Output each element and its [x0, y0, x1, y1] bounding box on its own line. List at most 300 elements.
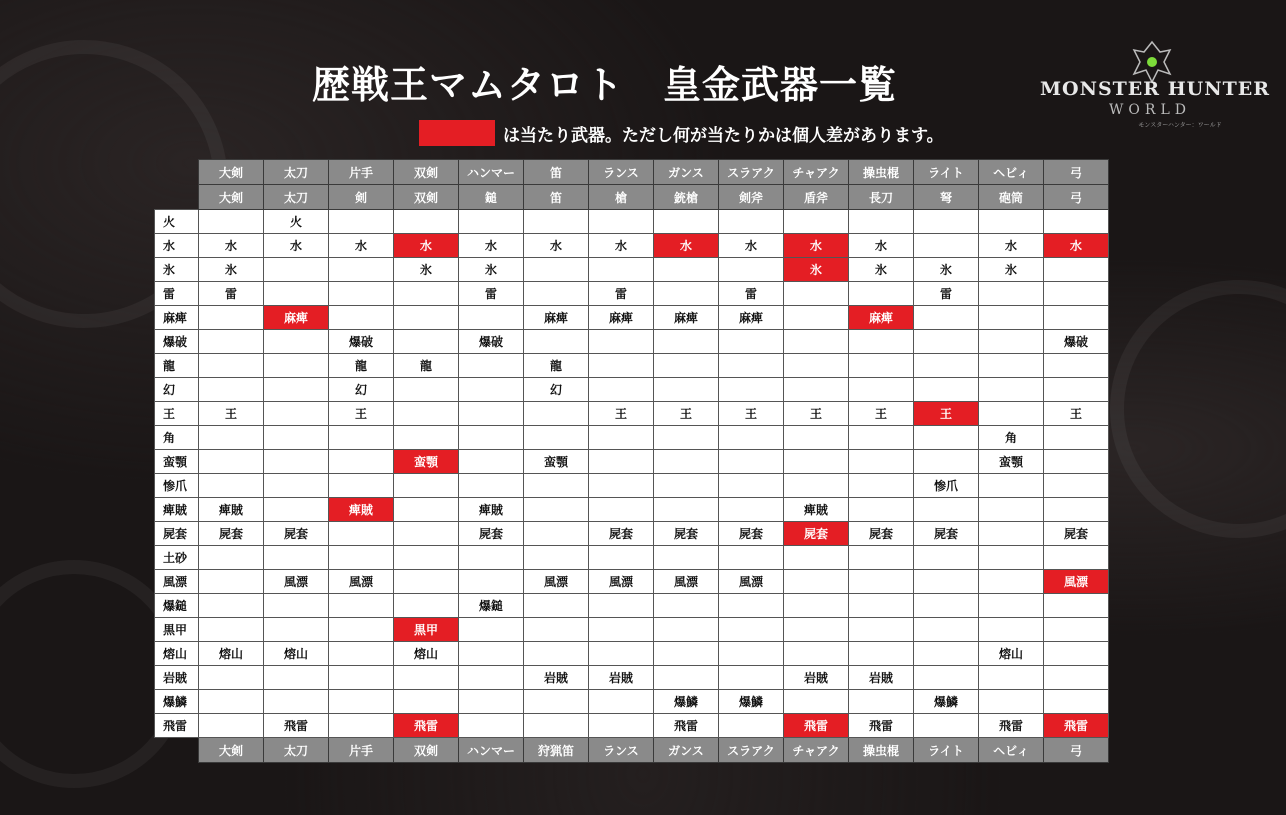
table-cell	[1044, 426, 1109, 450]
table-cell	[784, 474, 849, 498]
column-header: 太刀	[264, 738, 329, 763]
row-label: 麻痺	[155, 306, 199, 330]
table-cell	[914, 378, 979, 402]
table-cell	[589, 258, 654, 282]
table-cell	[394, 210, 459, 234]
table-cell: 幻	[524, 378, 589, 402]
table-cell	[589, 594, 654, 618]
table-cell: 雷	[199, 282, 264, 306]
table-cell	[719, 714, 784, 738]
table-cell: 蛮顎	[524, 450, 589, 474]
table-cell	[979, 282, 1044, 306]
column-header: チャアク	[784, 160, 849, 185]
table-cell	[914, 570, 979, 594]
table-row	[155, 714, 1109, 738]
table-cell	[459, 666, 524, 690]
table-cell	[589, 378, 654, 402]
table-cell	[784, 330, 849, 354]
table-row	[155, 450, 1109, 474]
table-cell	[1044, 642, 1109, 666]
column-header: 笛	[524, 160, 589, 185]
table-cell	[329, 522, 394, 546]
table-cell	[1044, 354, 1109, 378]
column-header: 盾斧	[784, 185, 849, 210]
table-cell: 飛雷	[654, 714, 719, 738]
table-cell	[914, 210, 979, 234]
table-cell	[459, 426, 524, 450]
table-row	[155, 282, 1109, 306]
table-cell	[784, 570, 849, 594]
table-cell	[1044, 210, 1109, 234]
table-cell: 水	[719, 234, 784, 258]
table-cell	[979, 378, 1044, 402]
row-label: 風漂	[155, 570, 199, 594]
table-cell: 熔山	[199, 642, 264, 666]
table-cell	[849, 330, 914, 354]
table-cell	[589, 642, 654, 666]
table-cell	[1044, 618, 1109, 642]
table-cell: 氷	[459, 258, 524, 282]
table-cell	[394, 570, 459, 594]
table-cell	[199, 378, 264, 402]
table-cell	[849, 618, 914, 642]
table-cell-hit: 飛雷	[1044, 714, 1109, 738]
table-cell	[654, 450, 719, 474]
table-cell: 麻痺	[654, 306, 719, 330]
row-label: 氷	[155, 258, 199, 282]
table-cell	[524, 282, 589, 306]
table-cell	[979, 474, 1044, 498]
table-cell	[524, 594, 589, 618]
table-cell: 屍套	[849, 522, 914, 546]
table-cell: 王	[784, 402, 849, 426]
table-cell	[654, 330, 719, 354]
table-cell: 幻	[329, 378, 394, 402]
table-cell: 屍套	[1044, 522, 1109, 546]
table-cell	[459, 378, 524, 402]
table-cell: 風漂	[329, 570, 394, 594]
row-label: 雷	[155, 282, 199, 306]
table-cell	[199, 618, 264, 642]
column-header: 剣斧	[719, 185, 784, 210]
legend-hit-swatch	[419, 120, 495, 146]
column-header: 砲筒	[979, 185, 1044, 210]
table-cell	[329, 474, 394, 498]
table-cell: 飛雷	[264, 714, 329, 738]
table-cell-hit: 水	[654, 234, 719, 258]
row-label: 熔山	[155, 642, 199, 666]
table-cell-hit: 麻痺	[849, 306, 914, 330]
table-cell: 爆破	[329, 330, 394, 354]
monster-hunter-world-logo	[1040, 40, 1270, 130]
table-cell	[849, 282, 914, 306]
table-row	[155, 666, 1109, 690]
table-cell	[719, 666, 784, 690]
table-cell	[264, 594, 329, 618]
table-cell	[329, 306, 394, 330]
table-row	[155, 378, 1109, 402]
table-cell	[719, 546, 784, 570]
table-cell	[329, 618, 394, 642]
table-cell	[784, 546, 849, 570]
table-cell: 爆鱗	[914, 690, 979, 714]
table-cell	[394, 282, 459, 306]
table-cell: 飛雷	[979, 714, 1044, 738]
table-cell	[264, 426, 329, 450]
table-cell	[979, 666, 1044, 690]
table-cell: 水	[589, 234, 654, 258]
table-cell	[719, 594, 784, 618]
logo-kana-text: モンスターハンター：ワールド	[1138, 122, 1222, 129]
table-cell	[719, 498, 784, 522]
table-cell-hit: 水	[394, 234, 459, 258]
row-label: 屍套	[155, 522, 199, 546]
table-cell	[459, 450, 524, 474]
table-cell	[914, 234, 979, 258]
table-cell	[719, 330, 784, 354]
column-header: 操虫棍	[849, 738, 914, 763]
table-cell	[264, 498, 329, 522]
row-label: 王	[155, 402, 199, 426]
table-cell	[784, 618, 849, 642]
header-row-weapon	[155, 160, 1109, 185]
table-cell	[719, 378, 784, 402]
column-header: ガンス	[654, 160, 719, 185]
table-cell	[459, 714, 524, 738]
column-header: 片手	[329, 738, 394, 763]
table-cell	[654, 474, 719, 498]
table-cell: 爆鱗	[654, 690, 719, 714]
table-cell	[524, 330, 589, 354]
table-cell	[719, 474, 784, 498]
column-header: スラアク	[719, 738, 784, 763]
table-cell-hit: 蛮顎	[394, 450, 459, 474]
table-cell: 龍	[329, 354, 394, 378]
table-cell	[719, 354, 784, 378]
table-cell	[329, 282, 394, 306]
table-cell	[654, 258, 719, 282]
table-cell-hit: 黒甲	[394, 618, 459, 642]
table-cell-hit: 風漂	[1044, 570, 1109, 594]
column-header: スラアク	[719, 160, 784, 185]
table-cell	[199, 330, 264, 354]
row-label: 龍	[155, 354, 199, 378]
table-cell	[329, 642, 394, 666]
table-cell: 王	[589, 402, 654, 426]
table-cell: 岩賊	[589, 666, 654, 690]
table-cell	[394, 330, 459, 354]
table-cell	[914, 714, 979, 738]
table-cell	[784, 450, 849, 474]
table-cell: 屍套	[264, 522, 329, 546]
table-cell	[849, 642, 914, 666]
table-cell	[849, 546, 914, 570]
table-cell: 屍套	[459, 522, 524, 546]
table-cell	[394, 498, 459, 522]
table-cell: 熔山	[979, 642, 1044, 666]
table-cell: 王	[719, 402, 784, 426]
table-cell	[589, 714, 654, 738]
table-cell	[394, 546, 459, 570]
table-cell	[979, 210, 1044, 234]
table-cell	[914, 618, 979, 642]
table-cell	[394, 690, 459, 714]
table-cell	[654, 594, 719, 618]
page-title: 歴戦王マムタロト 皇金武器一覧	[312, 63, 898, 107]
table-cell	[589, 210, 654, 234]
table-row	[155, 354, 1109, 378]
table-cell: 痺賊	[199, 498, 264, 522]
table-cell	[849, 498, 914, 522]
table-cell	[264, 282, 329, 306]
table-row	[155, 594, 1109, 618]
table-cell	[264, 690, 329, 714]
table-cell	[589, 690, 654, 714]
table-cell: 氷	[849, 258, 914, 282]
table-cell	[459, 570, 524, 594]
table-cell: 雷	[459, 282, 524, 306]
table-cell: 水	[459, 234, 524, 258]
column-header: ガンス	[654, 738, 719, 763]
table-cell: 風漂	[524, 570, 589, 594]
table-cell	[394, 522, 459, 546]
table-cell	[914, 642, 979, 666]
table-cell: 屍套	[589, 522, 654, 546]
table-row	[155, 474, 1109, 498]
table-cell: 麻痺	[719, 306, 784, 330]
table-cell	[394, 306, 459, 330]
table-cell	[264, 258, 329, 282]
column-header: 双剣	[394, 738, 459, 763]
table-cell: 雷	[589, 282, 654, 306]
table-cell	[264, 474, 329, 498]
table-cell-hit: 麻痺	[264, 306, 329, 330]
table-cell	[784, 594, 849, 618]
table-cell	[654, 546, 719, 570]
table-cell: 痺賊	[784, 498, 849, 522]
table-cell	[849, 210, 914, 234]
table-cell	[199, 426, 264, 450]
column-header: 弓	[1044, 185, 1109, 210]
table-cell: 水	[849, 234, 914, 258]
table-cell	[329, 666, 394, 690]
table-cell	[914, 546, 979, 570]
table-cell	[589, 330, 654, 354]
table-cell: 氷	[394, 258, 459, 282]
table-row	[155, 522, 1109, 546]
logo-main-text: MONSTER HUNTER	[1040, 78, 1270, 100]
table-row	[155, 690, 1109, 714]
table-cell	[1044, 378, 1109, 402]
table-cell: 爆鱗	[719, 690, 784, 714]
table-cell: 水	[199, 234, 264, 258]
column-header: 双剣	[394, 185, 459, 210]
table-cell: 風漂	[654, 570, 719, 594]
table-cell	[1044, 306, 1109, 330]
column-header: チャアク	[784, 738, 849, 763]
table-cell	[589, 546, 654, 570]
table-cell	[459, 546, 524, 570]
table-cell	[199, 594, 264, 618]
column-header: 太刀	[264, 160, 329, 185]
table-cell	[329, 714, 394, 738]
table-cell-hit: 氷	[784, 258, 849, 282]
table-cell	[394, 474, 459, 498]
table-cell	[524, 618, 589, 642]
table-cell	[264, 450, 329, 474]
table-cell	[589, 618, 654, 642]
table-cell	[264, 354, 329, 378]
table-cell	[784, 282, 849, 306]
table-cell: 麻痺	[524, 306, 589, 330]
table-cell	[654, 378, 719, 402]
table-cell	[914, 426, 979, 450]
table-row	[155, 234, 1109, 258]
table-cell-hit: 屍套	[784, 522, 849, 546]
table-cell-hit: 飛雷	[394, 714, 459, 738]
table-cell	[589, 354, 654, 378]
weapon-table	[154, 159, 1109, 763]
table-row	[155, 498, 1109, 522]
table-cell	[979, 306, 1044, 330]
logo-sub-text: WORLD	[1109, 102, 1191, 118]
table-cell	[719, 450, 784, 474]
table-cell: 岩賊	[784, 666, 849, 690]
table-cell	[459, 474, 524, 498]
table-cell: 火	[264, 210, 329, 234]
table-cell	[524, 426, 589, 450]
table-cell: 氷	[199, 258, 264, 282]
table-cell: 氷	[979, 258, 1044, 282]
table-cell: 風漂	[719, 570, 784, 594]
table-cell	[524, 546, 589, 570]
table-cell	[784, 642, 849, 666]
table-cell: 痺賊	[459, 498, 524, 522]
column-header: ライト	[914, 738, 979, 763]
column-header: 鎚	[459, 185, 524, 210]
table-cell	[199, 570, 264, 594]
table-cell: 角	[979, 426, 1044, 450]
table-cell	[264, 618, 329, 642]
row-label: 惨爪	[155, 474, 199, 498]
table-cell: 水	[329, 234, 394, 258]
table-cell	[719, 426, 784, 450]
table-cell	[849, 570, 914, 594]
table-cell	[914, 594, 979, 618]
table-cell	[329, 546, 394, 570]
table-cell: 爆破	[459, 330, 524, 354]
table-cell: 屍套	[199, 522, 264, 546]
table-cell	[979, 354, 1044, 378]
column-header: 銃槍	[654, 185, 719, 210]
table-row	[155, 546, 1109, 570]
table-cell	[264, 546, 329, 570]
column-header: 長刀	[849, 185, 914, 210]
table-cell: 王	[849, 402, 914, 426]
column-header: 槍	[589, 185, 654, 210]
row-label: 土砂	[155, 546, 199, 570]
table-cell	[1044, 690, 1109, 714]
table-cell	[914, 330, 979, 354]
table-cell	[394, 378, 459, 402]
table-cell	[264, 666, 329, 690]
table-cell	[524, 258, 589, 282]
table-cell	[329, 450, 394, 474]
table-cell	[914, 498, 979, 522]
table-cell	[459, 690, 524, 714]
table-cell: 水	[524, 234, 589, 258]
table-cell	[914, 306, 979, 330]
table-cell	[654, 426, 719, 450]
table-cell	[524, 690, 589, 714]
table-cell	[979, 330, 1044, 354]
table-cell	[329, 690, 394, 714]
table-cell-hit: 水	[1044, 234, 1109, 258]
table-cell	[654, 282, 719, 306]
table-cell: 龍	[524, 354, 589, 378]
table-cell: 岩賊	[524, 666, 589, 690]
table-cell: 水	[979, 234, 1044, 258]
table-cell: 熔山	[394, 642, 459, 666]
table-cell	[979, 594, 1044, 618]
column-header: 太刀	[264, 185, 329, 210]
table-cell	[199, 546, 264, 570]
table-cell: 飛雷	[849, 714, 914, 738]
table-cell	[264, 330, 329, 354]
table-cell	[849, 426, 914, 450]
table-cell	[914, 666, 979, 690]
column-header: ハンマー	[459, 160, 524, 185]
table-cell	[1044, 498, 1109, 522]
table-cell	[784, 306, 849, 330]
row-label: 爆鎚	[155, 594, 199, 618]
table-cell	[979, 570, 1044, 594]
table-cell	[914, 354, 979, 378]
table-cell: 屍套	[654, 522, 719, 546]
table-cell	[459, 642, 524, 666]
table-cell	[459, 210, 524, 234]
column-header: 弩	[914, 185, 979, 210]
table-cell	[654, 642, 719, 666]
table-cell	[394, 666, 459, 690]
row-label: 幻	[155, 378, 199, 402]
column-header: 剣	[329, 185, 394, 210]
table-cell	[459, 354, 524, 378]
table-cell	[849, 450, 914, 474]
table-cell: 龍	[394, 354, 459, 378]
table-cell	[199, 714, 264, 738]
table-cell	[589, 498, 654, 522]
table-cell	[979, 546, 1044, 570]
column-header: 操虫棍	[849, 160, 914, 185]
table-cell	[1044, 594, 1109, 618]
table-cell: 屍套	[719, 522, 784, 546]
table-cell	[329, 210, 394, 234]
table-row	[155, 402, 1109, 426]
corner-cell	[155, 738, 199, 763]
row-label: 蛮顎	[155, 450, 199, 474]
table-cell: 王	[329, 402, 394, 426]
table-row	[155, 618, 1109, 642]
table-cell	[979, 690, 1044, 714]
column-header: ランス	[589, 160, 654, 185]
column-header: 笛	[524, 185, 589, 210]
table-cell: 王	[1044, 402, 1109, 426]
table-cell	[394, 594, 459, 618]
table-cell	[719, 618, 784, 642]
table-cell	[1044, 666, 1109, 690]
table-cell-hit: 王	[914, 402, 979, 426]
